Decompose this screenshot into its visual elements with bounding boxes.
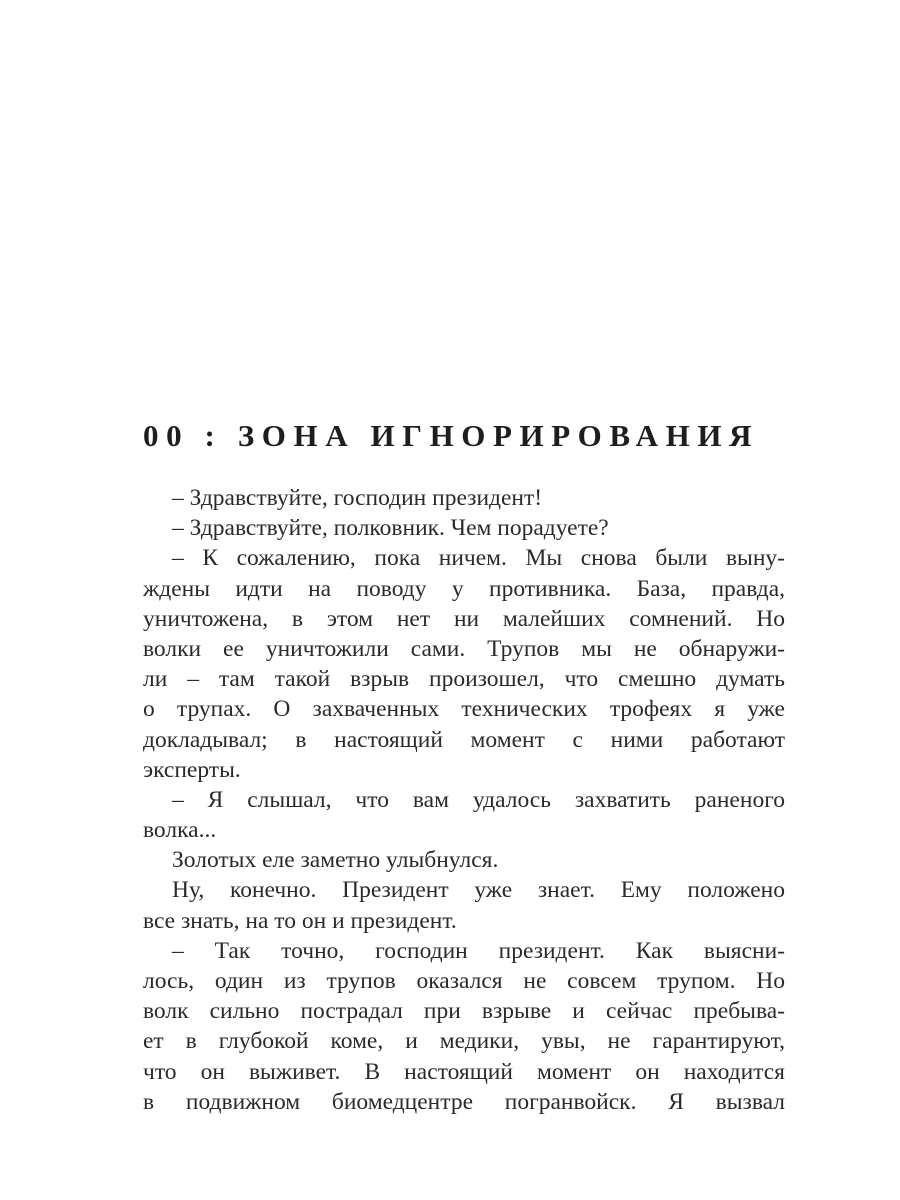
text-line: ет в глубокой коме, и медики, увы, не гарантируют, xyxy=(143,1028,785,1055)
text-line: – Так точно, господин президент. Как выясни- xyxy=(172,937,785,964)
text-line: – Я слышал, что вам удалось захватить раненого xyxy=(172,786,785,813)
chapter-title: 00 : ЗОНА ИГНОРИРОВАНИЯ xyxy=(143,418,760,453)
text-line: волка... xyxy=(143,817,217,844)
text-line: уничтожена, в этом нет ни малейших сомнений. Но xyxy=(143,605,785,632)
text-line: Ну, конечно. Президент уже знает. Ему положено xyxy=(172,877,785,904)
text-line: – Здравствуйте, полковник. Чем порадуете? xyxy=(172,515,609,542)
text-line: волк сильно пострадал при взрыве и сейчас пребыва- xyxy=(143,998,785,1025)
text-line: докладывал; в настоящий момент с ними работают xyxy=(143,726,785,753)
text-line: ждены идти на поводу у противника. База, правда, xyxy=(143,575,785,602)
text-line: Золотых еле заметно улыбнулся. xyxy=(172,847,499,874)
text-line: эксперты. xyxy=(143,756,241,783)
text-line: в подвижном биомедцентре погранвойск. Я вызвал xyxy=(143,1088,785,1115)
text-line: волки ее уничтожили сами. Трупов мы не обнаружи- xyxy=(143,635,785,662)
text-line: – К сожалению, пока ничем. Мы снова были выну- xyxy=(172,545,785,572)
chapter-body-text xyxy=(143,483,785,1117)
text-line: о трупах. О захваченных технических трофеях я уже xyxy=(143,696,785,723)
text-line: все знать, на то он и президент. xyxy=(143,907,457,934)
text-line: ли – там такой взрыв произошел, что смешно думать xyxy=(143,666,785,693)
text-line: что он выживет. В настоящий момент он находится xyxy=(143,1058,785,1085)
text-line: – Здравствуйте, господин президент! xyxy=(172,485,543,511)
text-line: лось, один из трупов оказался не совсем трупом. Но xyxy=(143,968,785,994)
